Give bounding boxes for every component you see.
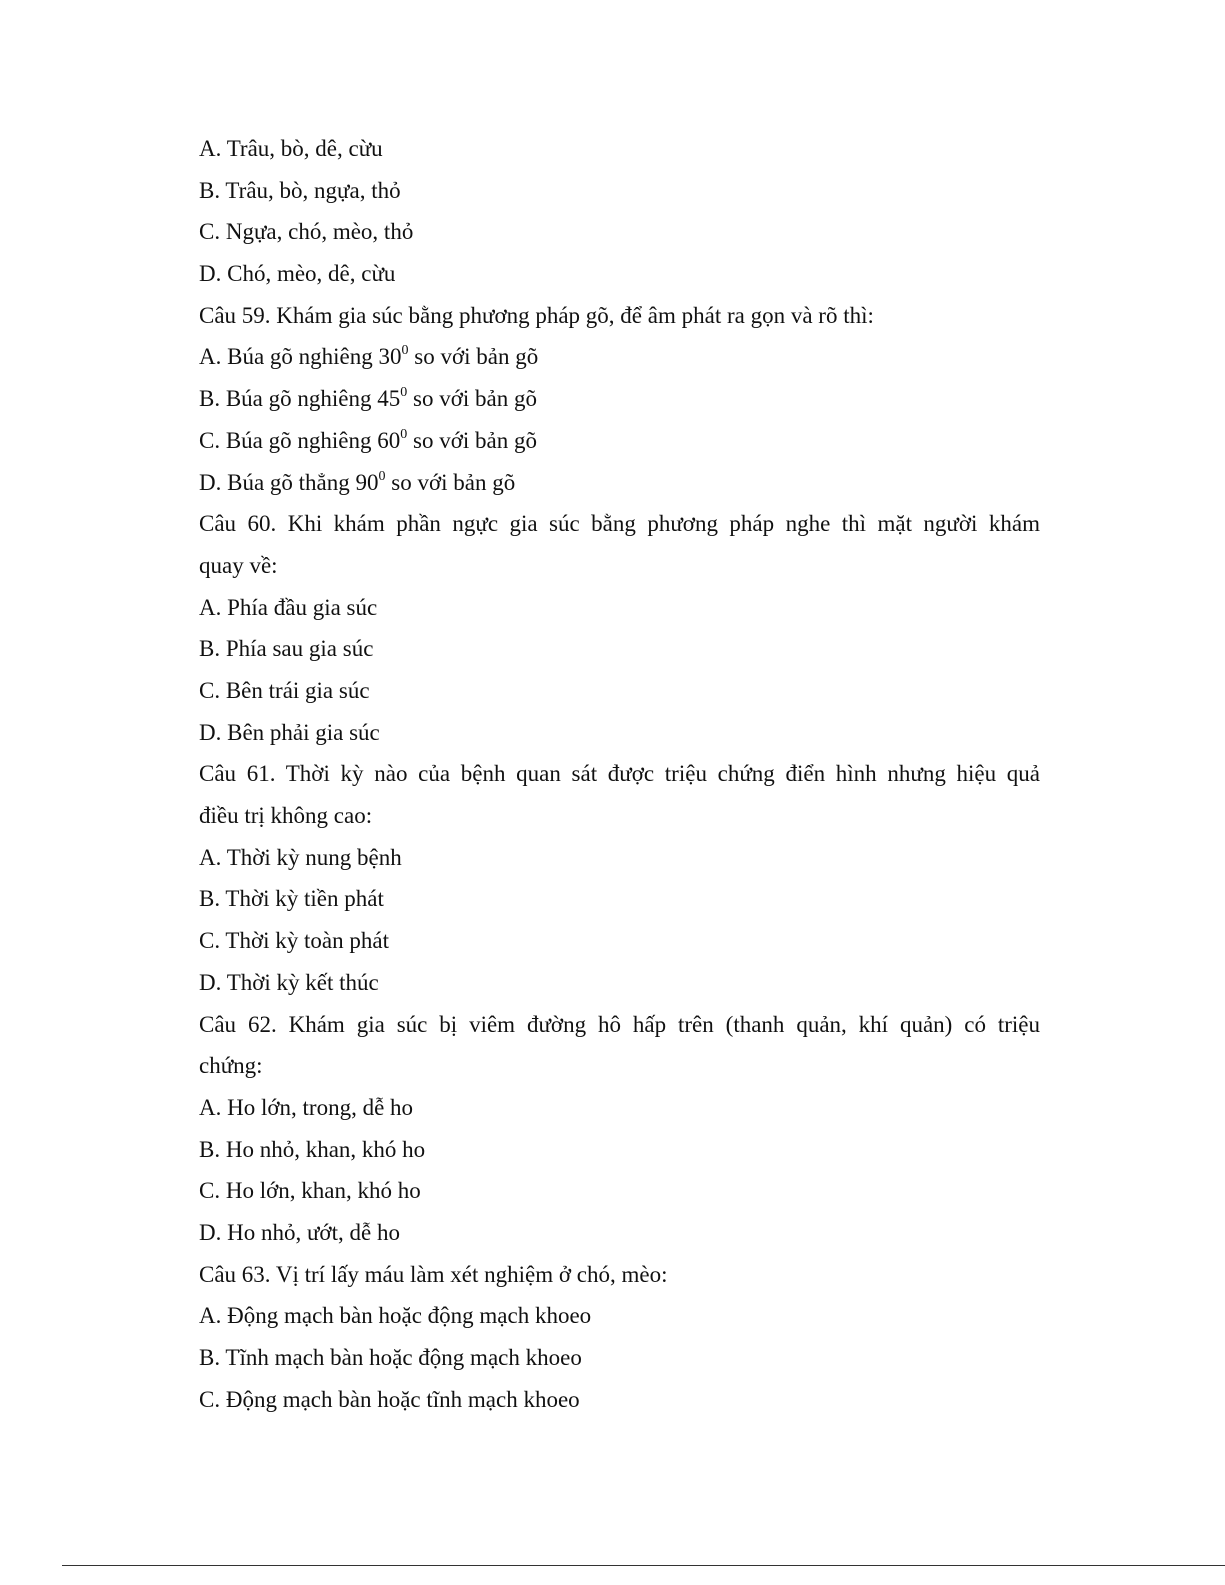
q62-option-b: B. Ho nhỏ, khan, khó ho <box>199 1136 426 1162</box>
q58-option-d: D. Chó, mèo, dê, cừu <box>199 261 396 287</box>
q60-option-d: D. Bên phải gia súc <box>199 719 380 745</box>
q62-stem: Câu 62. Khám gia súc bị viêm đường hô hấp trên (thanh quản, khí quản) có triệu chứng: <box>199 1011 1040 1079</box>
q61-stem: Câu 61. Thời kỳ nào của bệnh quan sát được triệu chứng điển hình nhưng hiệu quả điều trị không cao: <box>199 761 1040 829</box>
document-page <box>199 128 1040 1420</box>
q58-option-c: C. Ngựa, chó, mèo, thỏ <box>199 219 414 245</box>
q61-option-c: C. Thời kỳ toàn phát <box>199 928 389 954</box>
q61-option-a: A. Thời kỳ nung bệnh <box>199 844 402 870</box>
q63-option-c: C. Động mạch bàn hoặc tĩnh mạch khoeo <box>199 1386 580 1412</box>
q59-option-b: B. Búa gõ nghiêng $45^0$ so với bản gõ <box>199 385 537 412</box>
q63-option-a: A. Động mạch bàn hoặc động mạch khoeo <box>199 1303 592 1329</box>
q58-option-b: B. Trâu, bò, ngựa, thỏ <box>199 177 401 203</box>
q60-stem: Câu 60. Khi khám phần ngực gia súc bằng phương pháp nghe thì mặt người khám quay về: <box>199 511 1040 578</box>
q58-option-a: A. Trâu, bò, dê, cừu <box>199 136 383 161</box>
q59-option-d: D. Búa gõ thẳng $90^0$ so với bản gõ <box>199 468 516 495</box>
q60-option-a: A. Phía đầu gia súc <box>199 594 378 620</box>
q63-stem: Câu 63. Vị trí lấy máu làm xét nghiệm ở chó, mèo: <box>199 1261 668 1287</box>
q59-option-c: C. Búa gõ nghiêng $60^0$ so với bản gõ <box>199 426 537 453</box>
q61-option-d: D. Thời kỳ kết thúc <box>199 969 379 995</box>
q59-stem: Câu 59. Khám gia súc bằng phương pháp gõ, để âm phát ra gọn và rõ thì: <box>199 302 874 328</box>
q62-option-d: D. Ho nhỏ, ướt, dễ ho <box>199 1219 400 1245</box>
q63-option-b: B. Tĩnh mạch bàn hoặc động mạch khoeo <box>199 1345 582 1371</box>
q62-option-a: A. Ho lớn, trong, dễ ho <box>199 1094 414 1120</box>
page-bottom-edge <box>62 1565 1225 1566</box>
q61-option-b: B. Thời kỳ tiền phát <box>199 886 384 912</box>
q60-option-c: C. Bên trái gia súc <box>199 677 370 703</box>
q59-option-a: A. Búa gõ nghiêng $30^0$ so với bản gõ <box>199 343 539 370</box>
q60-option-b: B. Phía sau gia súc <box>199 636 374 662</box>
q62-option-c: C. Ho lớn, khan, khó ho <box>199 1178 421 1204</box>
